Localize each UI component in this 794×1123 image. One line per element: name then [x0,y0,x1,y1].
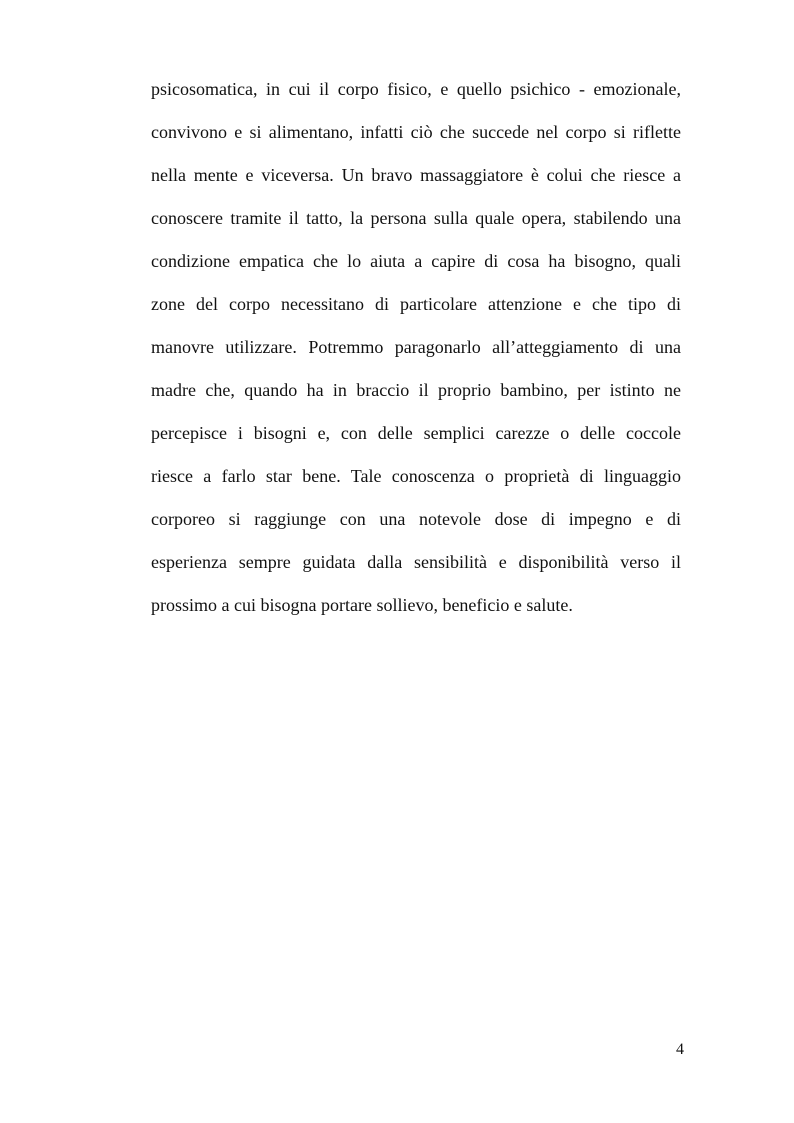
paragraph-line: zone del corpo necessitano di particolare attenzione e che tipo di [151,294,681,314]
paragraph-line: convivono e si alimentano, infatti ciò che succede nel corpo si riflette [151,122,681,142]
paragraph-line: prossimo a cui bisogna portare sollievo, beneficio e salute. [151,595,573,615]
paragraph-line: esperienza sempre guidata dalla sensibilità e disponibilità verso il [151,552,681,572]
paragraph-line: psicosomatica, in cui il corpo fisico, e quello psichico - emozionale, [151,79,681,99]
paragraph-line: conoscere tramite il tatto, la persona sulla quale opera, stabilendo una [151,208,681,228]
body-paragraph [151,71,681,630]
paragraph-line: nella mente e viceversa. Un bravo massaggiatore è colui che riesce a [151,165,681,185]
page-number: 4 [676,1041,684,1058]
paragraph-line: manovre utilizzare. Potremmo paragonarlo all’atteggiamento di una [151,337,681,357]
paragraph-line: percepisce i bisogni e, con delle semplici carezze o delle coccole [151,423,681,443]
paragraph-line: madre che, quando ha in braccio il proprio bambino, per istinto ne [151,380,681,400]
paragraph-line: riesce a farlo star bene. Tale conoscenza o proprietà di linguaggio [151,466,681,486]
paragraph-line: corporeo si raggiunge con una notevole dose di impegno e di [151,509,681,529]
paragraph-line: condizione empatica che lo aiuta a capire di cosa ha bisogno, quali [151,251,681,271]
